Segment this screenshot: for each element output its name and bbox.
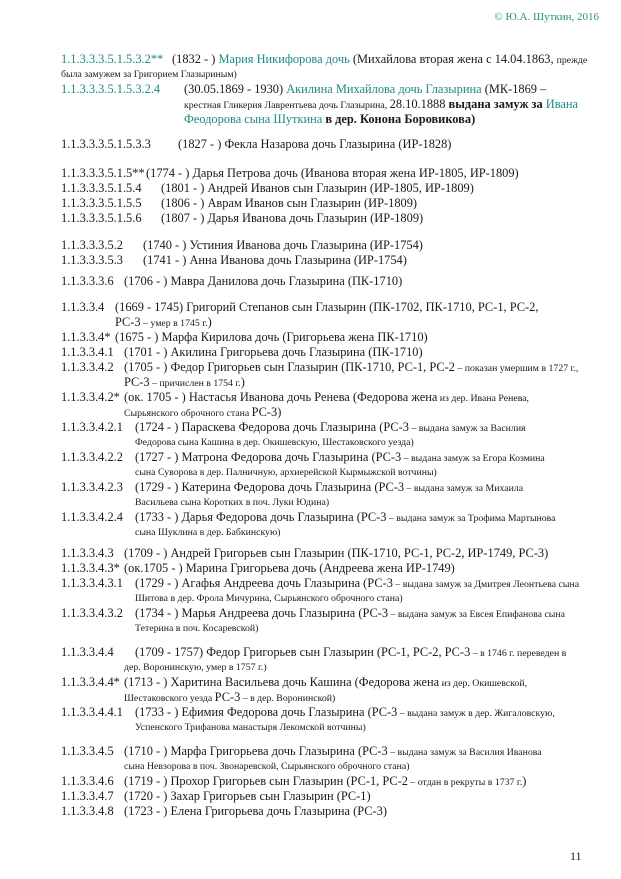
entry-note: дер. Воронинскую, умер в 1757 г.): [124, 662, 267, 673]
entry-text: (1710 - ) Марфа Григорьева дочь Глазырина (РС-3: [124, 744, 388, 758]
entry-continuation: [124, 405, 281, 421]
entry-code: 1.1.3.3.3.5.1.5.3.2**: [61, 52, 164, 66]
entry-close: ): [207, 315, 212, 329]
genealogy-entry: [61, 211, 423, 226]
entry-code: 1.1.3.3.3.5.1.5.5: [61, 196, 142, 210]
entry-note: сына Невзорова в поч. Звонаревской, Сырьянского оброчного стана): [124, 761, 410, 772]
entry-code: 1.1.3.3.4.2.2: [61, 450, 123, 464]
entry-text: (1774 - ) Дарья Петрова дочь (Иванова вторая жена ИР-1805, ИР-1809): [146, 166, 519, 180]
entry-note: – выдана замуж за Василия: [409, 423, 526, 434]
genealogy-entry: [61, 645, 566, 661]
entry-note: крестная Гликерия Лаврентьева дочь Глазырина,: [184, 100, 390, 111]
entry-code: 1.1.3.3.3.6: [61, 274, 114, 288]
entry-close: ): [522, 774, 527, 788]
genealogy-entry: [61, 137, 451, 152]
entry-text: (1709 - 1757) Федор Григорьев сын Глазырин (РС-1, РС-2, РС-3: [135, 645, 471, 659]
entry-details: в дер. Конона Боровикова): [322, 112, 476, 126]
entry-code: 1.1.3.3.3.5.1.5.4: [61, 181, 142, 195]
genealogy-entry: [61, 196, 417, 211]
entry-code: 1.1.3.3.4*: [61, 330, 111, 344]
entry-code: 1.1.3.3.4.4*: [61, 675, 120, 689]
entry-note: – в 1746 г. переведен в: [470, 648, 567, 659]
entry-note: Шитова в дер. Фрола Мичурина, Сырьянского оброчного стана): [135, 593, 403, 604]
entry-note: Тетерина в поч. Косаревской): [135, 623, 259, 634]
entry-code: 1.1.3.3.4.3.1: [61, 576, 123, 590]
genealogy-entry: [61, 330, 428, 345]
genealogy-entry: [61, 576, 579, 592]
entry-dates: (30.05.1869 - 1930): [184, 82, 287, 96]
entry-code: 1.1.3.3.4.3: [61, 546, 114, 560]
entry-code: 1.1.3.3.3.5.1.5.3.2.4: [61, 82, 161, 96]
copyright-notice: © Ю.А. Шуткин, 2016: [494, 11, 599, 23]
entry-code: 1.1.3.3.4.2*: [61, 390, 120, 404]
entry-continuation: [184, 97, 578, 113]
genealogy-entry: [61, 561, 455, 576]
entry-continuation: [115, 315, 212, 331]
entry-text: (1675 - ) Марфа Кирилова дочь (Григорьева жена ПК-1710): [115, 330, 428, 344]
entry-note: – выдана замуж в дер. Жигаловскую,: [397, 708, 555, 719]
entry-code: 1.1.3.3.3.5.3: [61, 253, 123, 267]
genealogy-entry: [61, 744, 542, 760]
entry-source: РС-3: [124, 375, 150, 389]
entry-code: 1.1.3.3.4.2.3: [61, 480, 123, 494]
entry-note: – выдана замуж за Евсея Епифанова сына: [388, 609, 565, 620]
genealogy-entry: [61, 804, 387, 819]
genealogy-entry: [61, 606, 565, 622]
genealogy-entry: [61, 420, 526, 436]
entry-text: (1720 - ) Захар Григорьев сын Глазырин (РС-1): [124, 789, 371, 803]
entry-code: 1.1.3.3.4.7: [61, 789, 114, 803]
entry-code: 1.1.3.3.4.5: [61, 744, 114, 758]
entry-code: 1.1.3.3.4: [61, 300, 105, 314]
entry-text: (1807 - ) Дарья Иванова дочь Глазырин (ИР-1809): [161, 211, 424, 225]
entry-note: – причислен в 1754 г.: [149, 378, 241, 389]
entry-code: 1.1.3.3.4.1: [61, 345, 114, 359]
entry-text: (1727 - ) Матрона Федорова дочь Глазырина (РС-3: [135, 450, 402, 464]
entry-text: (1669 - 1745) Григорий Степанов сын Глазырин (ПК-1702, ПК-1710, РС-1, РС-2,: [115, 300, 539, 314]
entry-continuation: [184, 112, 475, 127]
entry-code: 1.1.3.3.4.2: [61, 360, 114, 374]
entry-text: (1729 - ) Катерина Федорова дочь Глазырина (РС-3: [135, 480, 405, 494]
entry-text: (1733 - ) Ефимия Федорова дочь Глазырина (РС-3: [135, 705, 398, 719]
genealogy-entry: [61, 345, 423, 360]
entry-text: (1723 - ) Елена Григорьева дочь Глазырина (РС-3): [124, 804, 387, 818]
entry-source: РС-3): [251, 405, 282, 419]
entry-code: 1.1.3.3.4.4.1: [61, 705, 123, 719]
entry-note: Шестаковского уезда: [124, 693, 215, 704]
entry-note: – выдана замуж за Михаила: [404, 483, 524, 494]
genealogy-entry: [61, 238, 423, 253]
entry-note: Сырьянского оброчного стана: [124, 408, 252, 419]
entry-name: Акилина Михайлова дочь Глазырина: [286, 82, 482, 96]
entry-code: 1.1.3.3.4.8: [61, 804, 114, 818]
entry-details: выдана замуж за: [448, 97, 546, 111]
entry-text: (ок. 1705 - ) Настасья Иванова дочь Ренева (Федорова жена: [124, 390, 438, 404]
genealogy-entry: [61, 300, 538, 315]
entry-text: (1701 - ) Акилина Григорьева дочь Глазырина (ПК-1710): [124, 345, 423, 359]
entry-text: (1724 - ) Параскева Федорова дочь Глазырина (РС-3: [135, 420, 409, 434]
entry-code: 1.1.3.3.3.5.1.5.6: [61, 211, 142, 225]
genealogy-entry: [61, 166, 519, 181]
entry-code: 1.1.3.3.4.3*: [61, 561, 120, 575]
page-number: 11: [570, 849, 582, 863]
entry-text: (1713 - ) Харитина Васильева дочь Кашина (Федорова жена: [124, 675, 440, 689]
entry-code: 1.1.3.3.3.5.2: [61, 238, 123, 252]
entry-name: Феодорова сына Шуткина: [184, 112, 323, 126]
entry-text: (1729 - ) Агафья Андреева дочь Глазырина (РС-3: [135, 576, 393, 590]
entry-details: (Михайлова вторая жена с 14.04.1863,: [349, 52, 557, 66]
genealogy-entry: [61, 705, 555, 721]
entry-text: (1827 - ) Фекла Назарова дочь Глазырина (ИР-1828): [178, 137, 452, 151]
entry-text: (1740 - ) Устиния Иванова дочь Глазырина (ИР-1754): [143, 238, 423, 252]
entry-name: Мария Никифорова дочь: [218, 52, 350, 66]
entry-text: (1705 - ) Федор Григорьев сын Глазырин (ПК-1710, РС-1, РС-2: [124, 360, 455, 374]
entry-note: – выдана замуж за Егора Козмина: [401, 453, 545, 464]
entry-name: Ивана: [545, 97, 579, 111]
genealogy-entry: [61, 253, 407, 268]
entry-code: 1.1.3.3.4.2.4: [61, 510, 123, 524]
entry-text: (1709 - ) Андрей Григорьев сын Глазырин (ПК-1710, РС-1, РС-2, ИР-1749, РС-3): [124, 546, 549, 560]
entry-code: 1.1.3.3.3.5.1.5.3.3: [61, 137, 151, 151]
genealogy-entry: [61, 450, 545, 466]
entry-note: была замужем за Григорием Глазыриным): [61, 69, 237, 80]
entry-text: (1801 - ) Андрей Иванов сын Глазырин (ИР-1805, ИР-1809): [161, 181, 474, 195]
entry-note: – умер в 1745 г.: [140, 318, 208, 329]
entry-text: (1741 - ) Анна Иванова дочь Глазырина (ИР-1754): [143, 253, 407, 267]
entry-note: прежде: [556, 55, 588, 66]
genealogy-entry: [61, 274, 402, 289]
genealogy-entry: [61, 390, 529, 406]
entry-source: РС-3: [115, 315, 141, 329]
entry-continuation: [124, 375, 245, 391]
entry-note: Васильева сына Коротких в поч. Луки Юдина): [135, 497, 330, 508]
genealogy-entry: [61, 360, 578, 376]
entry-note: из дер. Окишевской,: [439, 678, 528, 689]
entry-note: сына Суворова в дер. Палничную, архиерейской Кырмыжской вотчины): [135, 467, 437, 478]
entry-code: 1.1.3.3.3.5.1.5**: [61, 166, 145, 180]
entry-code: 1.1.3.3.4.4: [61, 645, 114, 659]
entry-note: – выдана замуж за Дмитрея Леонтьева сына: [392, 579, 580, 590]
entry-note: – в дер. Воронинской): [240, 693, 336, 704]
entry-text: (1734 - ) Марья Андреева дочь Глазырина (РС-3: [135, 606, 389, 620]
entry-note: – выдана замуж за Василия Иванова: [387, 747, 542, 758]
genealogy-entry: [61, 52, 587, 68]
genealogy-entry: [61, 675, 527, 691]
entry-text: (1719 - ) Прохор Григорьев сын Глазырин (РС-1, РС-2: [124, 774, 408, 788]
genealogy-entry: [61, 789, 371, 804]
entry-note: сына Шуклина в дер. Бабкинскую): [135, 527, 281, 538]
genealogy-entry: [61, 774, 526, 790]
entry-code: 1.1.3.3.4.3.2: [61, 606, 123, 620]
entry-dates: (1832 - ): [172, 52, 219, 66]
genealogy-entry: [61, 510, 556, 526]
entry-continuation: [124, 690, 335, 706]
entry-code: 1.1.3.3.4.6: [61, 774, 114, 788]
genealogy-entry: [61, 546, 548, 561]
genealogy-entry: [61, 480, 523, 496]
genealogy-entry: [61, 82, 546, 97]
entry-code: 1.1.3.3.4.2.1: [61, 420, 123, 434]
entry-note: Федорова сына Кашина в дер. Окишевскую, Шестаковского уезда): [135, 437, 414, 448]
entry-date: 28.10.1888: [389, 97, 449, 111]
entry-text: (ок.1705 - ) Марина Григорьева дочь (Андреева жена ИР-1749): [124, 561, 455, 575]
entry-details: (МК-1869 –: [481, 82, 547, 96]
entry-note: – показан умершим в 1727 г.,: [454, 363, 579, 374]
entry-text: (1806 - ) Аврам Иванов сын Глазырин (ИР-1809): [161, 196, 418, 210]
entry-note: – выдана замуж за Трофима Мартынова: [386, 513, 556, 524]
entry-note: из дер. Ивана Ренева,: [437, 393, 529, 404]
entry-note: – отдан в рекруты в 1737 г.: [407, 777, 523, 788]
entry-close: ): [240, 375, 245, 389]
entry-text: (1706 - ) Мавра Данилова дочь Глазырина (ПК-1710): [124, 274, 403, 288]
entry-note: Успенского Трифанова манастыря Лекомской вотчины): [135, 722, 366, 733]
entry-text: (1733 - ) Дарья Федорова дочь Глазырина (РС-3: [135, 510, 387, 524]
entry-source: РС-3: [214, 690, 241, 704]
genealogy-entry: [61, 181, 474, 196]
